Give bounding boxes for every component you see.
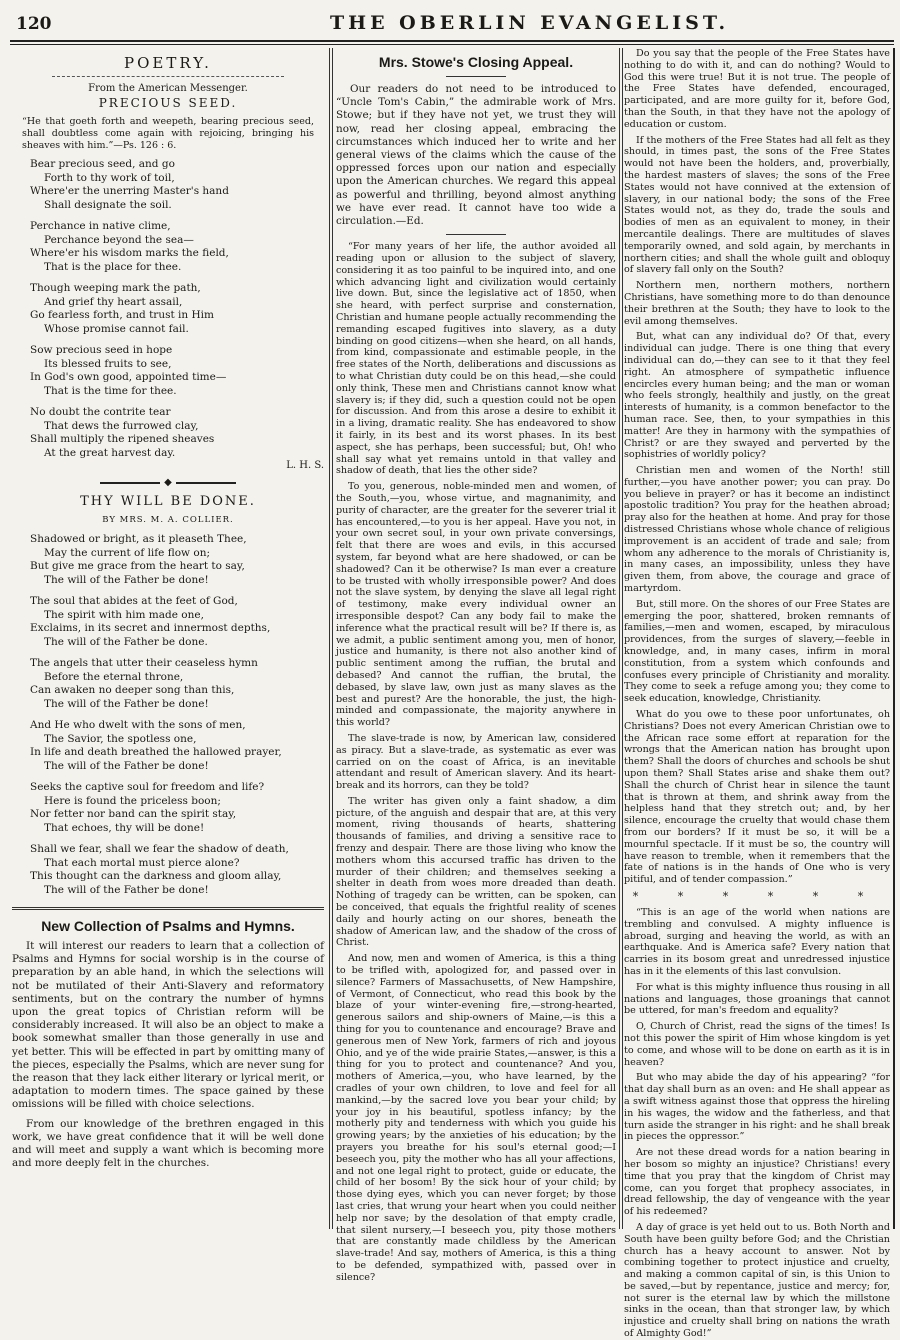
paragraph: If the mothers of the Free States had all felt as they should, in times past, the sons of the Free States would not have been the holders, and, proverbially, the hardest masters of slaves; the sons of the Free States would not have connived at the extension of slavery, in our national body; the sons of the Free States would not, as they do, trade the souls and bodies of men as an equivalent to money, in their mercantile dealings. There are multitudes of slaves temporarily owned, and sold again, by merchants in northern cities; and shall the whole guilt and obloquy of slavery fall only on the South?: [624, 134, 890, 276]
stanza: [30, 533, 324, 587]
section-title: POETRY.: [124, 54, 212, 72]
poem-line: Before the eternal throne,: [44, 670, 184, 683]
poem-line: But give me grace from the heart to say,: [30, 560, 245, 572]
page-number: 120: [16, 14, 52, 34]
column-divider: [329, 48, 330, 1229]
poem-line: And grief thy heart assail,: [44, 295, 183, 308]
section-rule: [52, 76, 284, 77]
poem-line: The will of the Father be done!: [44, 759, 209, 772]
poem-line: The spirit with him made one,: [44, 608, 204, 621]
stanza: [30, 344, 324, 398]
section-rule: [446, 234, 506, 235]
poem-line: Exclaims, in its secret and innermost depths,: [30, 622, 271, 634]
poem-line: Here is found the priceless boon;: [44, 794, 221, 807]
poem-line: Seeks the captive soul for freedom and life?: [30, 781, 265, 793]
page-edge-rule: [893, 48, 895, 1229]
stanza: [30, 282, 324, 336]
section-break-stars: * * * * * *: [632, 889, 882, 903]
poem-line: That echoes, thy will be done!: [44, 821, 205, 834]
paragraph: Do you say that the people of the Free States have nothing to do with it, and can do nothing? Would to God this were true! But it is not true. The people of the Free States have defended, encouraged, participated, and are more guilty for it, before God, than the South, in that they have not the apology of education or custom.: [624, 48, 890, 130]
poem-line: In God's own good, appointed time—: [30, 371, 227, 383]
poem-line: May the current of life flow on;: [44, 546, 211, 559]
column-stowe-appeal-continued: [624, 48, 890, 1340]
stanza: [30, 595, 324, 649]
column-poetry: [12, 48, 324, 1227]
stanza: [30, 719, 324, 773]
paragraph: The slave-trade is now, by American law, considered as piracy. But a slave-trade, as systematic as ever was carried on on the coast of Africa, is an inevitable attendant and result of American slavery. And its heart-break and its horrors, can they be told?: [336, 732, 616, 792]
paragraph: To you, generous, noble-minded men and women, of the South,—you, whose virtue, and magnanimity, and purity of character, are the greater for the severer trial it has encountered,—to you is her appeal. Have you not, in your own secret soul, in your own private conversings, felt that there are woes and evils, in this accursed system, far beyond what are here shadowed, or can be shadowed? Can it be otherwise? Is man ever a creature to be trusted with wholly irresponsible power? And does not the slave system, by denying the slave all legal right of testimony, make every individual owner an irresponsible despot? Can any body fail to make the inference what the practical result will be? If there is, as we admit, a public sentiment among you, men of honor, justice and humanity, is there not also another kind of public sentiment among the ruffian, the brutal and debased? And cannot the ruffian, the brutal, the debased, by slave law, own just as many slaves as the best and purest? Are the honorable, the just, the high-minded and compassionate, the majority anywhere in this world?: [336, 481, 616, 729]
column-divider: [619, 48, 620, 1229]
stanza: [30, 843, 324, 897]
article-intro: Our readers do not need to be introduced to “Uncle Tom's Cabin,” the admirable work of Mrs. Stowe; but if they have not yet, we trust they will now, read her closing appeal, embracing the circumstances which induced her to write and her general views of the claims which the cause of the oppressed forces upon our nation and especially upon the American churches. We regard this appeal as powerful and thrilling, beyond almost anything we have ever read. It cannot have too wide a circulation.—Ed.: [336, 83, 616, 228]
article-body: [336, 241, 616, 1283]
poem-epigraph: “He that goeth forth and weepeth, bearing precious seed, shall doubtless come again with rejoicing, bringing his sheaves with him.”—Ps. 126 : 6.: [22, 116, 314, 151]
poem-line: This thought can the darkness and gloom allay,: [30, 870, 282, 882]
poem-body: [12, 158, 324, 460]
header-rule: [10, 40, 894, 42]
poem-line: That is the place for thee.: [44, 260, 182, 273]
stanza: [30, 781, 324, 835]
poem-line: Sow precious seed in hope: [30, 344, 173, 356]
poem-source: From the American Messenger.: [88, 83, 248, 94]
column-divider: [332, 48, 333, 1229]
poem-title: PRECIOUS SEED.: [98, 96, 238, 110]
poem-line: Perchance beyond the sea—: [44, 233, 194, 246]
poem-line: Go fearless forth, and trust in Him: [30, 309, 214, 321]
poem-line: Though weeping mark the path,: [30, 282, 201, 294]
poem-line: Where'er his wisdom marks the field,: [30, 247, 229, 259]
paragraph: From our knowledge of the brethren engaged in this work, we have great confidence that it will be well done and will meet and supply a want which is becoming more and more deeply felt in the churches.: [12, 1117, 324, 1170]
paragraph: But, still more. On the shores of our Free States are emerging the poor, shattered, broken remnants of families,—men and women, escaped, by miraculous providences, from the surges of slavery,—feeble in knowledge, and, in many cases, infirm in moral constitution, from a system which confounds and confuses every principle of Christianity and morality. They come to seek a refuge among you; they come to seek education, knowledge, Christianity.: [624, 598, 890, 705]
header-rule-thin: [10, 44, 894, 45]
poem-line: Its blessed fruits to see,: [44, 357, 172, 370]
poem-line: In life and death breathed the hallowed prayer,: [30, 746, 282, 758]
ornament-divider: ◆: [12, 477, 324, 488]
poem-line: Perchance in native clime,: [30, 220, 171, 232]
poem-line: The soul that abides at the feet of God,: [30, 595, 238, 607]
paragraph: Northern men, northern mothers, northern Christians, have something more to do than denounce their brethren at the South; they have to look to the evil among themselves.: [624, 280, 890, 327]
paragraph: A day of grace is yet held out to us. Both North and South have been guilty before God; and the Christian church has a heavy account to answer. Not by combining together to protect injustice and cruelty, and making a common capital of sin, is this Union to be saved,—but by repentance, justice and mercy; for, not surer is the eternal law by which the millstone sinks in the ocean, than that stronger law, by which injustice and cruelty shall bring on nations the wrath of Almighty God!”: [624, 1221, 890, 1340]
paragraph: But who may abide the day of his appearing? “for that day shall burn as an oven: and He shall appear as a swift witness against those that oppress the hireling in his wages, the widow and the fatherless, and that turn aside the stranger in his right: and he shall break in pieces the oppressor.”: [624, 1072, 890, 1143]
article-title: New Collection of Psalms and Hymns.: [41, 918, 295, 934]
paragraph: It will interest our readers to learn that a collection of Psalms and Hymns for social worship is in the course of preparation by an able hand, in which the selections will not be mutilated of their Anti-Slavery and reformatory sentiments, but on the contrary the number of hymns upon the great topics of Christian reform will be considerably increased. It will also be an object to make a book somewhat smaller than those generally in use and yet better. This will be effected in part by omitting many of the pieces, especially the Psalms, which are never sung for the reason that they lack either literary or lyrical merit, or adaptation to modern times. The space gained by these omissions will be filled with choice selections.: [12, 940, 324, 1111]
poem-line: That each mortal must pierce alone?: [44, 856, 240, 869]
poem-line: The angels that utter their ceaseless hymn: [30, 657, 258, 669]
poem-line: That is the time for thee.: [44, 384, 177, 397]
poem-line: The Savior, the spotless one,: [44, 732, 197, 745]
stanza: [30, 406, 324, 460]
masthead: THE OBERLIN EVANGELIST.: [330, 12, 730, 34]
poem-byline: BY MRS. M. A. COLLIER.: [102, 515, 234, 525]
poem-line: Bear precious seed, and go: [30, 158, 175, 170]
paragraph: The writer has given only a faint shadow, a dim picture, of the anguish and despair that are, at this very moment, riving thousands of hearts, shattering thousands of families, and driving a sensitive race to frenzy and despair. There are those living who know the mothers whom this accursed traffic has driven to the murder of their children; and themselves seeking a shelter in death from woes more dreaded than death. Nothing of tragedy can be written, can be spoken, can be conceived, that equals the frightful reality of scenes daily and hourly acting on our shores, beneath the shadow of American law, and the shadow of the cross of Christ.: [336, 795, 616, 949]
poem-line: Can awaken no deeper song than this,: [30, 684, 235, 696]
poem-body: [12, 533, 324, 897]
poem-line: Forth to thy work of toil,: [44, 171, 175, 184]
poem-line: Shall designate the soil.: [44, 198, 172, 211]
poem-line: Shall we fear, shall we fear the shadow of death,: [30, 843, 289, 855]
column-stowe-appeal: [336, 48, 616, 1283]
title-rule: [446, 76, 506, 77]
poem-line: The will of the Father be done.: [44, 635, 208, 648]
poem-line: That dews the furrowed clay,: [44, 419, 199, 432]
poem-line: The will of the Father be done!: [44, 697, 209, 710]
paragraph: For what is this mighty influence thus rousing in all nations and languages, those groanings that cannot be uttered, for man's freedom and equality?: [624, 981, 890, 1017]
paragraph: Christian men and women of the North! still further,—you have another power; you can pray. Do you believe in prayer? or has it become an indistinct apostolic tradition? You pray for the heathen abroad; pray also for the heathen at home. And pray for those distressed Christians whose whole chance of religious improvement is an accident of trade and sale; from whom any adherence to the morals of Christianity is, in many cases, an impossibility, unless they have given them, from above, the courage and grace of martyrdom.: [624, 465, 890, 595]
article-body: [624, 907, 890, 1340]
paragraph: And now, men and women of America, is this a thing to be trifled with, apologized for, and passed over in silence? Farmers of Massachusetts, of New Hampshire, of Vermont, of Connecticut, who read this book by the blaze of your winter-evening fire,—strong-hearted, generous sailors and ship-owners of Maine,—is this a thing for you to countenance and encourage? Brave and generous men of New York, farmers of rich and joyous Ohio, and ye of the wide prairie States,—answer, is this a thing for you to protect and countenance? And you, mothers of America,—you, who have learned, by the cradles of your own children, to love and feel for all mankind,—by the sacred love you bear your child; by your joy in his beautiful, spotless infancy; by the motherly pity and tenderness with which you guide his growing years; by the anxieties of his education; by the prayers you breathe for his soul's eternal good;—I beseech you, pity the mother who has all your affections, and not one legal right to protect, guide or educate, the child of her bosom! By the sick hour of your child; by those dying eyes, which you can never forget; by those last cries, that wrung your heart when you could neither help nor save; by the desolation of that empty cradle, that silent nursery,—I beseech you, pity those mothers that are constantly made childless by the American slave-trade! And say, mothers of America, is this a thing to be defended, sympathized with, passed over in silence?: [336, 953, 616, 1283]
section-rule: [12, 907, 324, 910]
paragraph: What do you owe to these poor unfortunates, oh Christians? Does not every American Christian owe to the African race some effort at reparation for the wrongs that the American nation has brought upon them? Shall the doors of churches and schools be shut upon them? Shall States arise and shake them out? Shall the church of Christ hear in silence the taunt that is thrown at them, and shrink away from the helpless hand that they stretch out; and, by her silence, encourage the cruelty that would chase them from our borders? If it must be so, it will be a mournful spectacle. If it must be so, the country will have reason to tremble, when it remembers that the fate of nations is in the hands of One who is very pitiful, and of tender compassion.”: [624, 709, 890, 886]
poem-line: Where'er the unerring Master's hand: [30, 185, 229, 197]
poem-line: Shadowed or bright, as it pleaseth Thee,: [30, 533, 247, 545]
poem-line: At the great harvest day.: [44, 446, 176, 459]
paragraph: Are not these dread words for a nation bearing in her bosom so mighty an injustice? Christians! every time that you pray that the kingdom of Christ may come, can you forget that prophecy associates, in dread fellowship, the day of vengeance with the year of his redeemed?: [624, 1147, 890, 1218]
paragraph: “This is an age of the world when nations are trembling and convulsed. A mighty influence is abroad, surging and heaving the world, as with an earthquake. And is America safe? Every nation that carries in its bosom great and unredressed injustice has in it the elements of this last convulsion.: [624, 906, 890, 977]
stanza: [30, 657, 324, 711]
article-body: [624, 48, 890, 886]
poem-title: THY WILL BE DONE.: [80, 494, 256, 509]
poem-line: No doubt the contrite tear: [30, 406, 171, 418]
paragraph: “For many years of her life, the author avoided all reading upon or allusion to the subject of slavery, considering it as too painful to be inquired into, and one which advancing light and civilization would certainly live down. But, since the legislative act of 1850, when she heard, with perfect surprise and consternation, Christian and humane people actually recommending the remanding escaped fugitives into slavery, as a duty binding on good citizens—when she heard, on all hands, from kind, compassionate and estimable people, in the free states of the North, deliberations and discussions as to what Christian duty could be on this head,—she could only think, These men and Christians cannot know what slavery is; if they did, such a question could not be open for discussion. And from this arose a desire to exhibit it in a living, dramatic reality. She has endeavored to show it fairly, in its best and its worst phases. In its best aspect, she has perhaps, been successful; but, Oh! who shall say what yet remains untold in that valley and shadow of death, that lies the other side?: [336, 241, 616, 477]
poem-line: Nor fetter nor band can the spirit stay,: [30, 808, 237, 820]
poem-line: The will of the Father be done!: [44, 883, 209, 896]
column-divider: [622, 48, 623, 1229]
poem-line: And He who dwelt with the sons of men,: [30, 719, 246, 731]
stanza: [30, 158, 324, 212]
article-title: Mrs. Stowe's Closing Appeal.: [378, 54, 574, 70]
poem-line: The will of the Father be done!: [44, 573, 209, 586]
article-body: [12, 940, 324, 1170]
stanza: [30, 220, 324, 274]
poem-line: Shall multiply the ripened sheaves: [30, 433, 215, 445]
poem-signature: L. H. S.: [286, 460, 324, 471]
poem-line: Whose promise cannot fail.: [44, 322, 189, 335]
paragraph: O, Church of Christ, read the signs of the times! Is not this power the spirit of Him whose kingdom is yet to come, and whose will to be done on earth as it is in heaven?: [624, 1021, 890, 1068]
paragraph: But, what can any individual do? Of that, every individual can judge. There is one thing that every individual can do,—they can see to it that they feel right. An atmosphere of sympathetic influence encircles every human being; and the man or woman who feels strongly, healthily and justly, on the great interests of humanity, is a common benefactor to the human race. See, then, to your sympathies in this matter! Are they in harmony with the sympathies of Christ? or are they swayed and perverted by the sophistries of worldly policy?: [624, 331, 890, 461]
